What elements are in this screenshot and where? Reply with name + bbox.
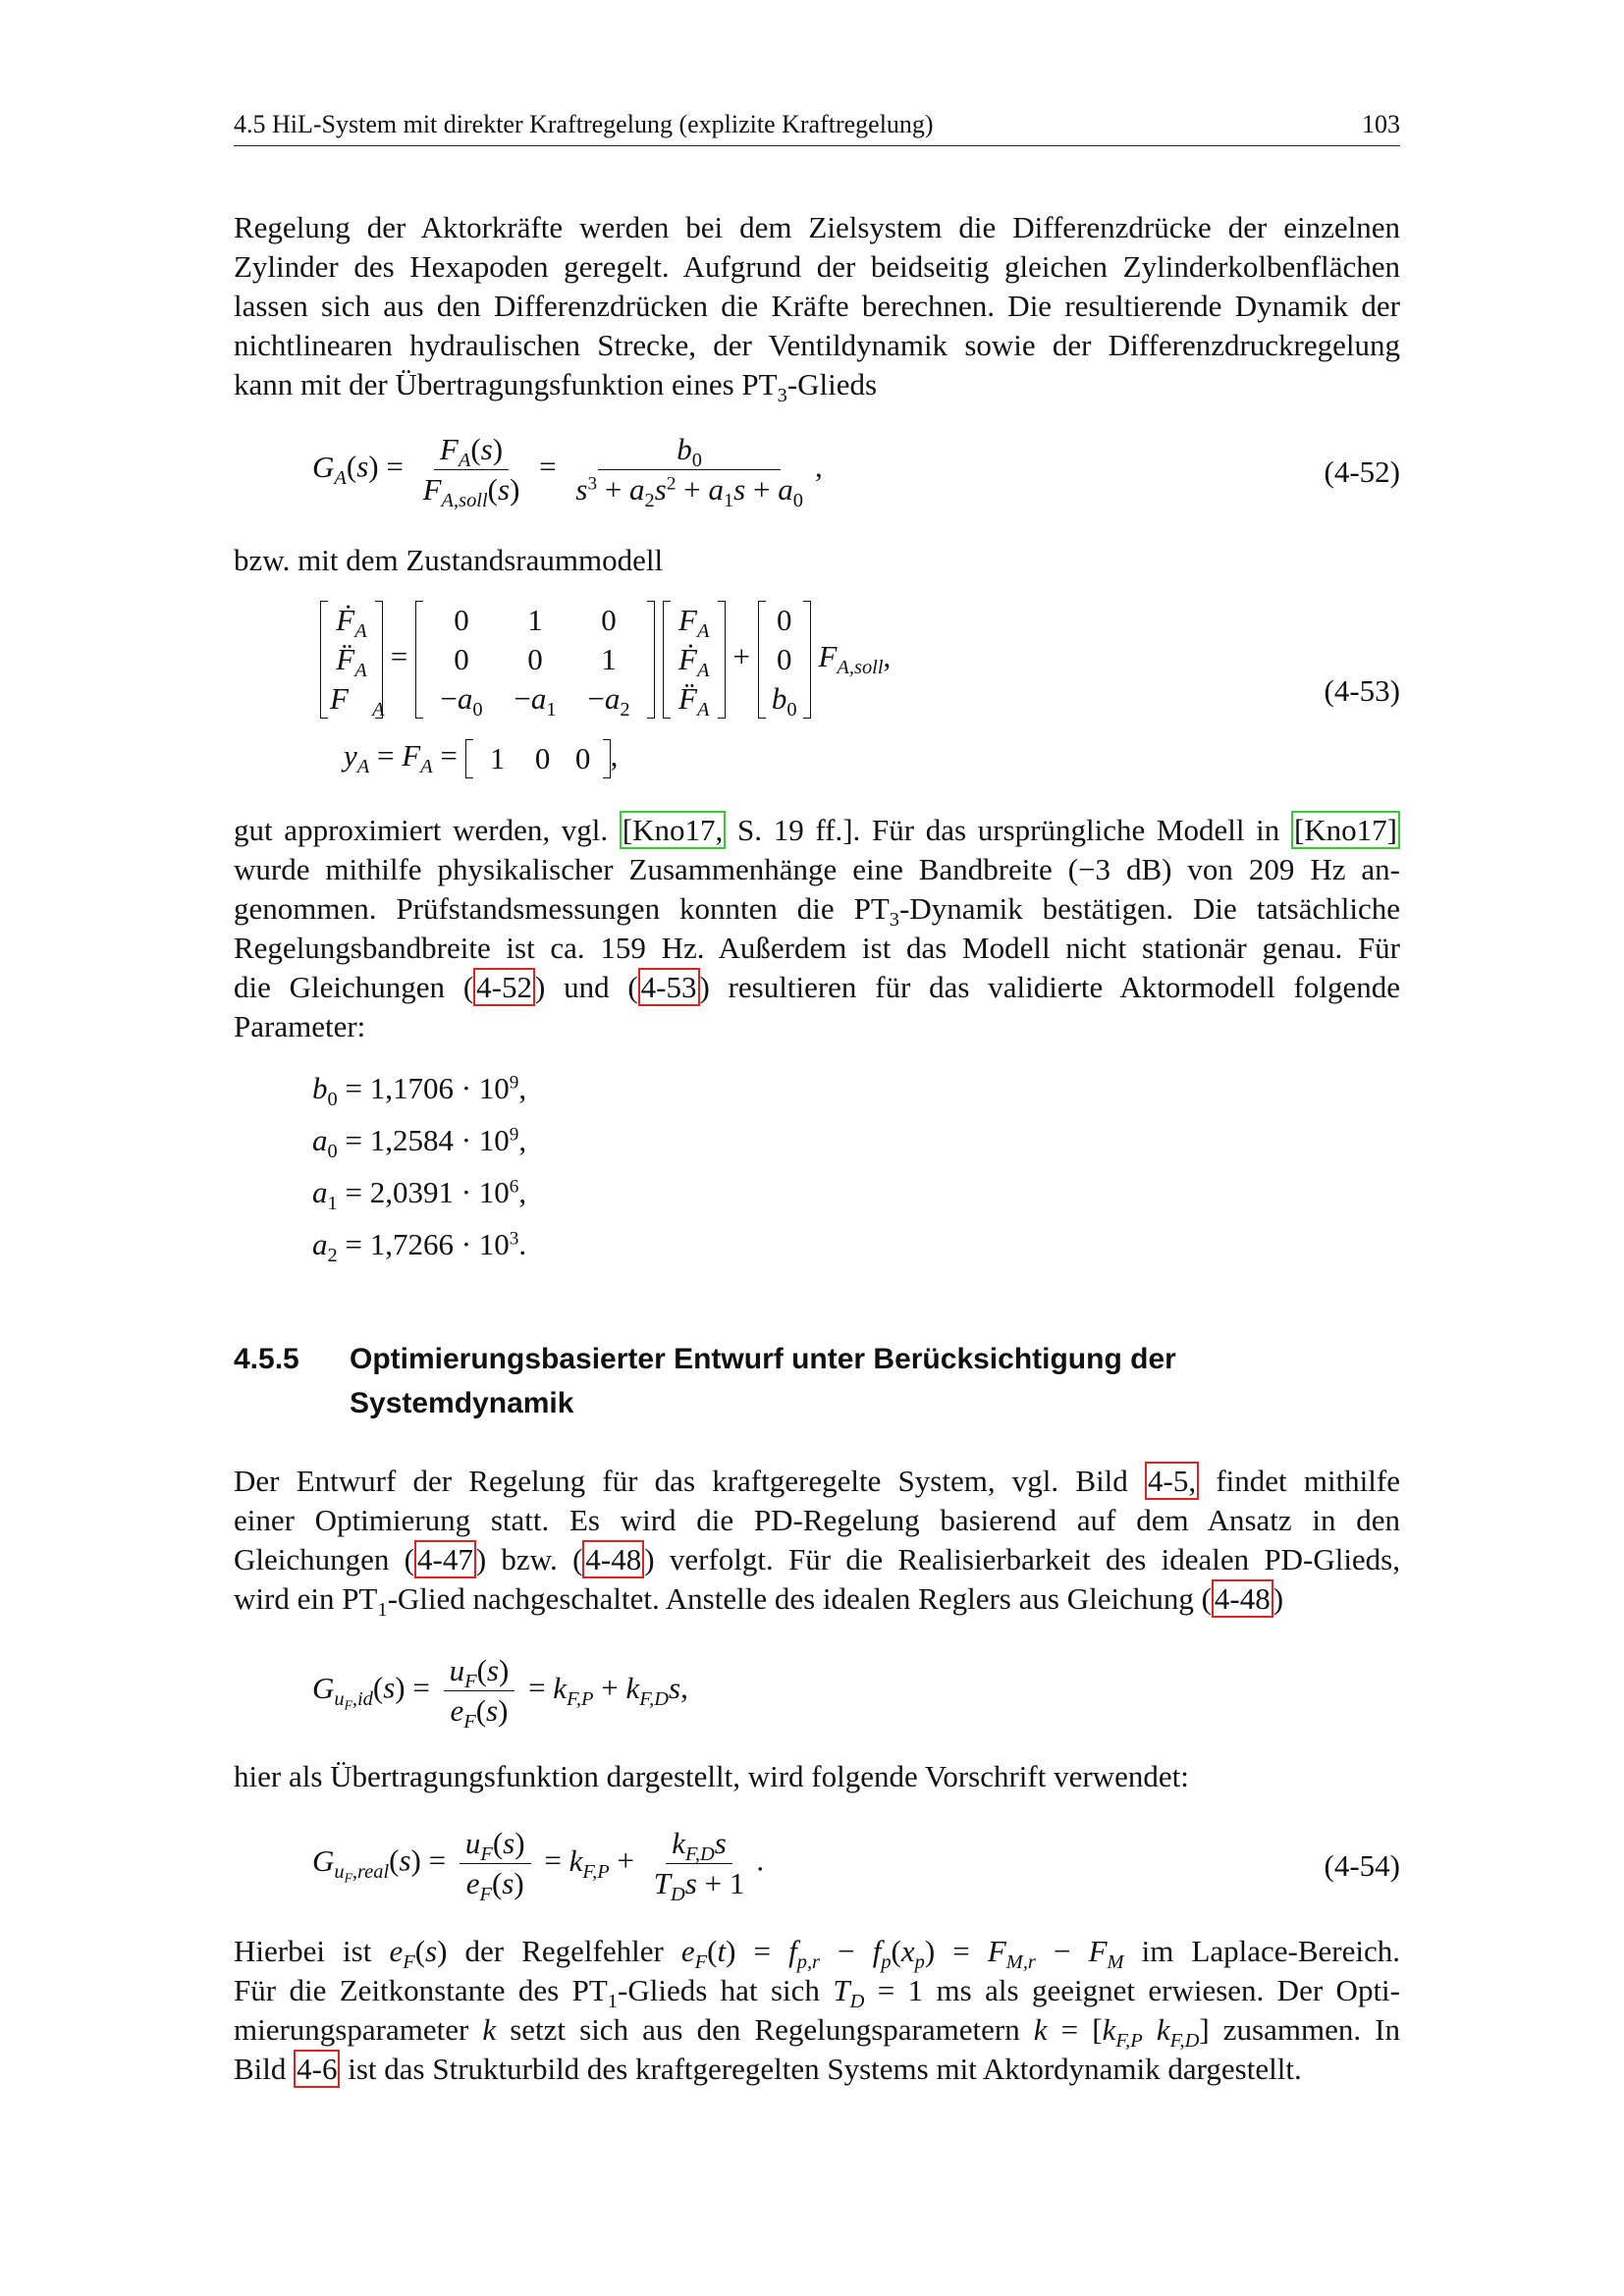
section-title: Optimierungsbasierter Entwurf unter Berücksichtigung der Systemdynamik — [350, 1343, 1176, 1419]
parameter-a0: $a_0 = 1,2584 \cdot 10^9$, — [312, 1123, 527, 1163]
equation-link-4-47[interactable]: 4-47 — [414, 1540, 476, 1578]
bzw-line: bzw. mit dem Zustandsraummodell — [234, 543, 664, 577]
paragraph-2 — [234, 811, 1400, 1046]
equation-4-52: $G_A(s)$ = $\frac{F_A(s)}{F_{A,soll}(s)}$ = $\frac{b_0}{s^3 + a_2s^2 + a_1s + a_0}$ , — [312, 432, 823, 512]
equation-link-4-48[interactable]: 4-48 — [1212, 1579, 1273, 1618]
parameter-list — [312, 1062, 526, 1270]
equation-link-4-52[interactable]: 4-52 — [473, 968, 535, 1006]
equation-4-53-output: $y_A = F_A$ = 1 0 0 , — [344, 738, 619, 778]
text-line: wird ein $PT_1$-Glied nachgeschaltet. Anstelle des idealen Reglers aus Gleichung (4-48) — [234, 1581, 1284, 1622]
matrix-state: $F_A$ Ḟ$_A$ $F̈_A$ — [663, 601, 726, 719]
figure-link-4-5[interactable]: 4-5, — [1145, 1462, 1199, 1500]
equation-4-53-state: Ḟ$_A$ $F̈_A$ $F⃛_A$ = 0 1 0 0 0 1 $-a_0$ $-a_1$ $-a_2$ $F_A$ Ḟ$_A$ $F̈_A$ + 0 0 $b_0$ $F_{A,soll}$, — [320, 601, 891, 719]
equation-link-4-53[interactable]: 4-53 — [638, 968, 700, 1006]
text-line: Für die Zeitkonstante des $PT_1$-Glieds hat sich $T_D = 1$ ms als geeignet erwiesen. Der Opti- — [234, 1973, 1400, 2013]
parameter-b0: $b_0 = 1,1706 \cdot 10^9$, — [312, 1071, 527, 1111]
matrix-input: 0 0 $b_0$ — [758, 601, 811, 719]
equation-number-4-53: (4-53) — [1324, 673, 1400, 708]
parameter-a2: $a_2 = 1,7266 \cdot 10^3$. — [312, 1227, 527, 1267]
running-header — [234, 110, 1400, 146]
text-line: wurde mithilfe physikalischer Zusammenhänge eine Bandbreite (−3 dB) von 209 Hz an- — [234, 852, 1400, 886]
section-number: 4.5.5 — [234, 1343, 299, 1375]
parameter-a1: $a_1 = 2,0391 \cdot 10^6$, — [312, 1175, 527, 1215]
matrix-system: 0 1 0 0 0 1 $-a_0$ $-a_1$ $-a_2$ — [415, 601, 655, 719]
paragraph-4 — [234, 1932, 1400, 2089]
text-line: Regelung der Aktorkräfte werden bei dem Zielsystem die Differenzdrücke der einzelnen — [234, 210, 1400, 244]
text-line: Regelungsbandbreite ist ca. 159 Hz. Außerdem ist das Modell nicht stationär genau. Für — [234, 931, 1400, 965]
matrix-state-derivative: Ḟ$_A$ $F̈_A$ $F⃛_A$ — [320, 601, 383, 719]
paragraph-1 — [234, 208, 1400, 407]
text-line: Gleichungen (4-47) bzw. (4-48) verfolgt. Für die Realisierbarkeit des idealen PD-Glieds, — [234, 1542, 1401, 1576]
text-line: gut approximiert werden, vgl. [Kno17, S. 19 ff.]. Für das ursprüngliche Modell in [Kno17] — [234, 811, 1400, 850]
citation-kno17[interactable]: [Kno17] — [1291, 811, 1400, 849]
citation-kno17[interactable]: [Kno17, — [620, 811, 726, 849]
equation-4-54: $G_{u_F,real}(s)$ = $\frac{u_F(s)}{e_F(s)}$ = $k_{F,P}$ + $\frac{k_{F,D}s}{T_Ds + 1}$ . — [312, 1826, 765, 1906]
equation-number-4-52: (4-52) — [1324, 454, 1400, 489]
equation-number-4-54: (4-54) — [1324, 1848, 1400, 1883]
text-line: genommen. Prüfstandsmessungen konnten die $PT_3$-Dynamik bestätigen. Die tatsächliche — [234, 891, 1401, 932]
text-line: nichtlinearen hydraulischen Strecke, der Ventildynamik sowie der Differenzdruckregelung — [234, 328, 1400, 362]
equation-ideal-controller: $G_{u_F,id}(s)$ = $\frac{u_F(s)}{e_F(s)}$ = $k_{F,P} + k_{F,D}s$, — [312, 1653, 688, 1734]
text-line: Bild 4-6 ist das Strukturbild des kraftgeregelten Systems mit Aktordynamik dargestellt. — [234, 2052, 1302, 2086]
text-line: kann mit der Übertragungsfunktion eines $PT_3$-Glieds — [234, 367, 878, 407]
text-line: die Gleichungen (4-52) und (4-53) resultieren für das validierte Aktormodell folgende — [234, 970, 1400, 1004]
matrix-output: 1 0 0 — [465, 739, 611, 778]
text-line: lassen sich aus den Differenzdrücken die Kräfte berechnen. Die resultierende Dynamik der — [234, 289, 1400, 323]
text-line: Der Entwurf der Regelung für das kraftgeregelte System, vgl. Bild 4-5, findet mithilfe — [234, 1464, 1400, 1498]
header-title: 4.5 HiL-System mit direkter Kraftregelung (explizite Kraftregelung) — [234, 110, 934, 138]
page-number: 103 — [1362, 110, 1400, 138]
paragraph-3 — [234, 1462, 1401, 1622]
text-line: mierungsparameter k setzt sich aus den Regelungsparametern $k = [k_{F,P}$ $k_{F,D}$] zusammen. In — [234, 2012, 1401, 2053]
text-line: einer Optimierung statt. Es wird die PD-Regelung basierend auf dem Ansatz in den — [234, 1503, 1400, 1537]
text-line: Parameter: — [234, 1009, 366, 1043]
equation-link-4-48[interactable]: 4-48 — [582, 1540, 644, 1578]
hier-line: hier als Übertragungsfunktion dargestellt, wird folgende Vorschrift verwendet: — [234, 1759, 1189, 1793]
text-line: Hierbei ist $e_F(s)$ der Regelfehler $e_F(t) = f_{p,r} - f_p(x_p) = F_{M,r} - F_M$ im Laplace-Bereich. — [234, 1934, 1401, 1974]
figure-link-4-6[interactable]: 4-6 — [294, 2050, 340, 2088]
text-line: Zylinder des Hexapoden geregelt. Aufgrund der beidseitig gleichen Zylinderkolbenflächen — [234, 249, 1400, 284]
